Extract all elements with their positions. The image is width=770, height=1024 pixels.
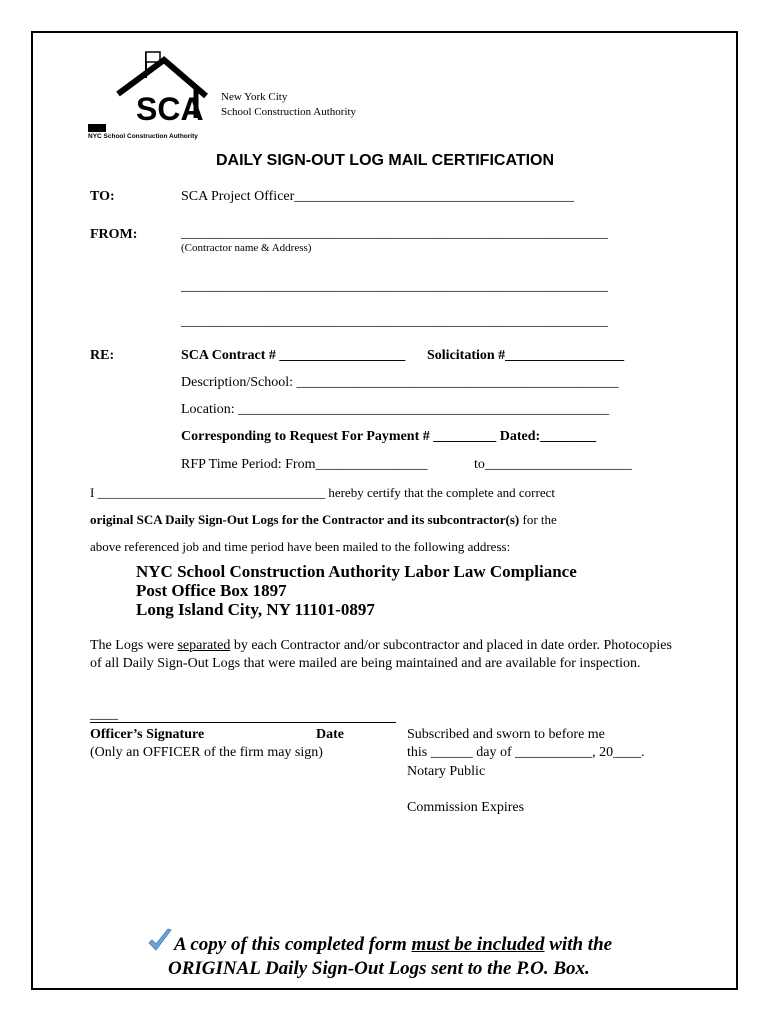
logo-subtext: NYC School Construction Authority <box>88 133 198 140</box>
certify-bold-text: original SCA Daily Sign-Out Logs for the Contractor and its subcontractor(s) <box>90 512 520 527</box>
address-line-3: Long Island City, NY 11101-0897 <box>136 600 375 619</box>
note-prefix: The Logs were <box>90 638 178 653</box>
sca-logo <box>88 48 208 140</box>
certify-line-3: above referenced job and time period have been mailed to the following address: <box>90 539 511 554</box>
address-line-1: NYC School Construction Authority Labor Law Compliance <box>136 562 577 581</box>
notary-line-2[interactable]: this ______ day of ___________, 20____. <box>407 745 645 760</box>
footer-part-2: with the <box>544 934 613 955</box>
date-label: Date <box>316 727 344 742</box>
signature-prefix: ____ <box>90 707 118 722</box>
signature-label: Officer’s Signature <box>90 727 205 742</box>
note-rest: by each Contractor and/or subcontractor and placed in date order. Photocopies of all Daily Sign-Out Logs that were mailed are being maintained and are available for inspection. <box>90 638 672 671</box>
re-label: RE: <box>90 348 115 363</box>
form-title: DAILY SIGN-OUT LOG MAIL CERTIFICATION <box>215 152 555 169</box>
signature-note: (Only an OFFICER of the firm may sign) <box>90 745 323 760</box>
description-field[interactable]: Description/School: ______________________________________________ <box>181 375 619 390</box>
rfp-to-field[interactable]: to_____________________ <box>474 457 632 472</box>
notary-public: Notary Public <box>407 764 486 779</box>
certify-line-2 <box>90 512 557 528</box>
from-caption: (Contractor name & Address) <box>181 242 312 254</box>
checkmark-icon <box>148 928 172 954</box>
footer-part-1: A copy of this completed form <box>174 934 412 955</box>
from-label: FROM: <box>90 227 138 242</box>
logo-text: SCA <box>136 91 204 127</box>
to-field[interactable]: SCA Project Officer________________________________________ <box>181 189 575 204</box>
from-line-3[interactable]: _____________________________________________________________ <box>181 314 608 329</box>
logs-note <box>90 637 680 673</box>
from-line-1[interactable]: _____________________________________________________________ <box>181 226 608 241</box>
commission-expires: Commission Expires <box>407 800 525 815</box>
certify-rest-text: for the <box>519 512 557 527</box>
certify-line-1[interactable]: I ___________________________________ hereby certify that the complete and correct <box>90 485 555 500</box>
agency-line-2: School Construction Authority <box>221 106 357 118</box>
agency-line-1: New York City <box>221 91 288 103</box>
footer-line-2: ORIGINAL Daily Sign-Out Logs sent to the P.O. Box. <box>168 958 590 979</box>
address-line-2: Post Office Box 1897 <box>136 581 287 600</box>
rfp-from-field[interactable]: RFP Time Period: From________________ <box>181 457 428 472</box>
from-line-2[interactable]: _____________________________________________________________ <box>181 279 608 294</box>
note-underlined: separated <box>177 638 231 653</box>
mailing-address <box>136 562 577 619</box>
signature-line[interactable] <box>90 722 396 723</box>
page-border <box>31 31 738 990</box>
notary-line-1: Subscribed and sworn to before me <box>407 727 605 742</box>
footer-underlined: must be included <box>411 934 545 955</box>
contract-field[interactable]: SCA Contract # __________________ <box>181 348 406 363</box>
agency-name <box>221 90 356 120</box>
payment-field[interactable]: Corresponding to Request For Payment # _________ Dated:________ <box>181 429 597 444</box>
solicitation-field[interactable]: Solicitation #_________________ <box>427 348 625 363</box>
footer-note <box>148 928 612 981</box>
location-field[interactable]: Location: _____________________________________________________ <box>181 402 610 417</box>
to-label: TO: <box>90 189 115 204</box>
